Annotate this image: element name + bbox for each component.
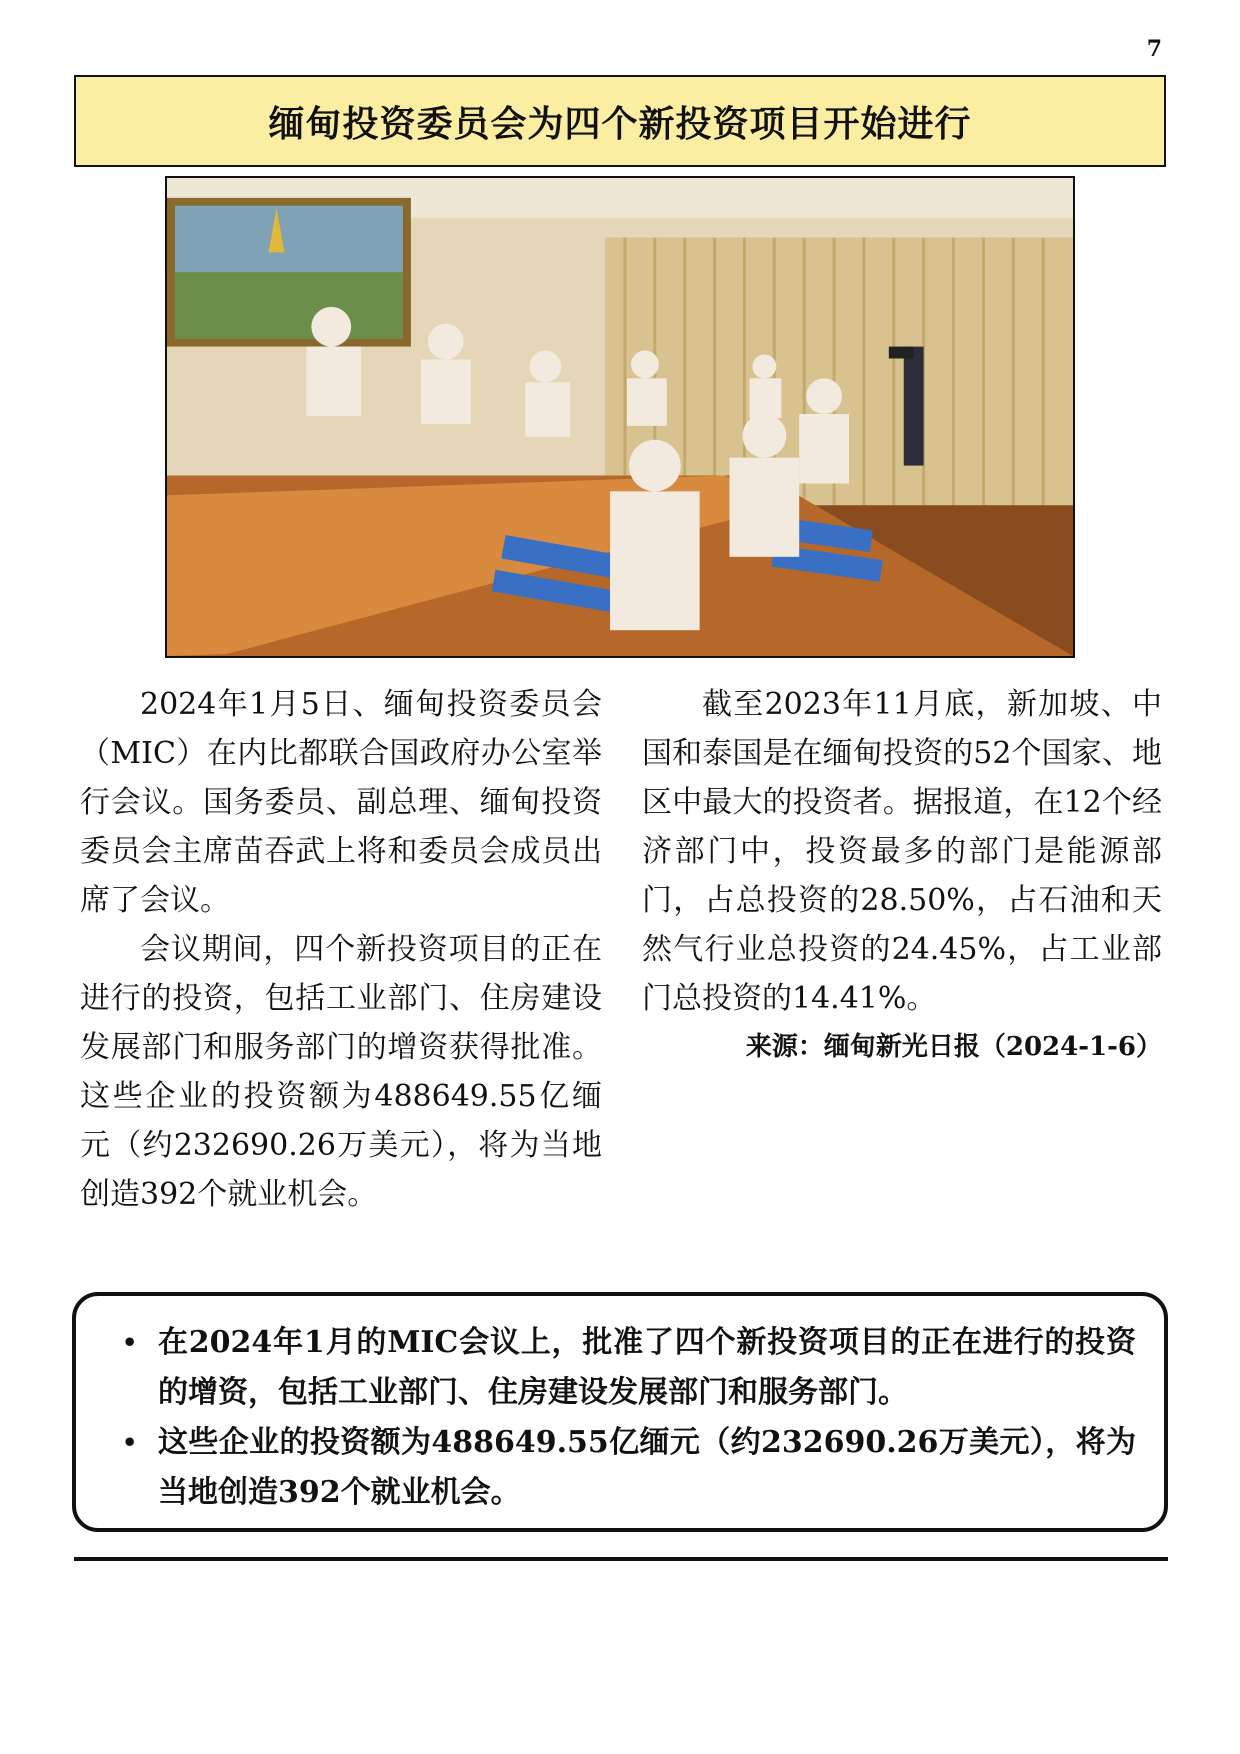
meeting-photo [165, 176, 1075, 658]
summary-item-text: 这些企业的投资额为488649.55亿缅元（约232690.26万美元），将为当地创造392个就业机会。 [158, 1425, 1136, 1510]
article-paragraph: 2024年1月5日、缅甸投资委员会（MIC）在内比都联合国政府办公室举行会议。国务委员、副总理、缅甸投资委员会主席苗吞武上将和委员会成员出席了会议。 [80, 687, 602, 918]
bullet-icon: • [122, 1328, 138, 1357]
article-paragraph: 会议期间，四个新投资项目的正在进行的投资，包括工业部门、住房建设发展部门和服务部门的增资获得批准。这些企业的投资额为488649.55亿缅元（约232690.26万美元），将为当地创造392个就业机会。 [80, 932, 602, 1212]
summary-item [122, 1318, 1136, 1418]
meeting-photo-illustration [167, 178, 1073, 656]
summary-list [122, 1318, 1136, 1518]
article-paragraph: 截至2023年11月底，新加坡、中国和泰国是在缅甸投资的52个国家、地区中最大的投资者。据报道，在12个经济部门中，投资最多的部门是能源部门，占总投资的28.50%，占石油和天然气行业总投资的24.45%，占工业部门总投资的14.41%。 [642, 687, 1162, 1016]
article-left-column [80, 680, 602, 1219]
article-source: 来源：缅甸新光日报（2024-1-6） [745, 1032, 1162, 1062]
summary-item-text: 在2024年1月的MIC会议上，批准了四个新投资项目的正在进行的投资的增资，包括工业部门、住房建设发展部门和服务部门。 [158, 1325, 1136, 1410]
page-number: 7 [1146, 36, 1162, 62]
article-right-column [642, 680, 1162, 1072]
summary-box [72, 1292, 1168, 1532]
bottom-divider [74, 1557, 1168, 1561]
summary-item [122, 1418, 1136, 1518]
page-title: 缅甸投资委员会为四个新投资项目开始进行 [268, 102, 972, 145]
title-banner [74, 75, 1166, 167]
bullet-icon: • [122, 1428, 138, 1457]
